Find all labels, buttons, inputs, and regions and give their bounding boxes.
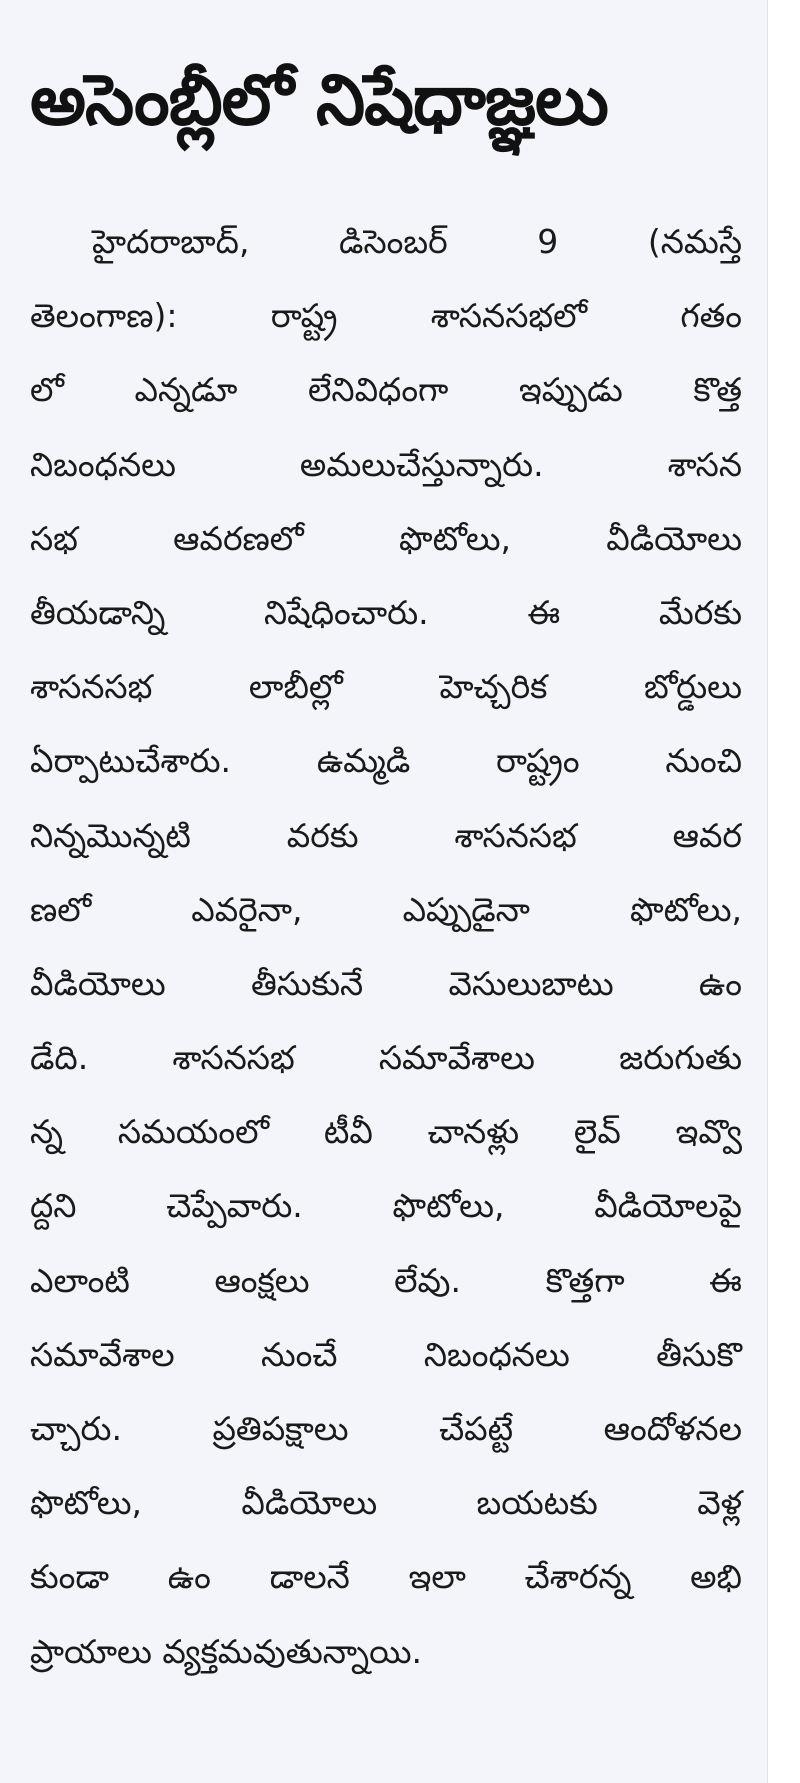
article-body bbox=[30, 205, 742, 1689]
article-line: కుండా ఉం డాలనే ఇలా చేశారన్న అభి bbox=[30, 1557, 742, 1597]
article-line: ఎలాంటి ఆంక్షలు లేవు. కొత్తగా ఈ bbox=[30, 1260, 742, 1300]
article-line: ద్దని చెప్పేవారు. ఫొటోలు, వీడియోలపై bbox=[30, 1186, 742, 1226]
article-line: ప్రాయాలు వ్యక్తమవుతున్నాయి. bbox=[30, 1631, 423, 1671]
article-line: నిన్నమొన్నటి వరకు శాసనసభ ఆవర bbox=[30, 815, 742, 855]
article-line: చ్చారు. ప్రతిపక్షాలు చేపట్టే ఆందోళనల bbox=[30, 1409, 742, 1448]
article-line: లో ఎన్నడూ లేనివిధంగా ఇప్పుడు కొత్త bbox=[30, 370, 742, 410]
article-line: సమావేశాల నుంచే నిబంధనలు తీసుకొ bbox=[30, 1334, 742, 1374]
headline: అసెంబ్లీలో నిషేధాజ్ఞలు bbox=[30, 59, 608, 141]
article-line: శాసనసభ లాబీల్లో హెచ్చరిక బోర్డులు bbox=[30, 667, 742, 707]
article-line: ఏర్పాటుచేశారు. ఉమ్మడి రాష్ట్రం నుంచి bbox=[30, 741, 742, 781]
article-line: నిబంధనలు అమలుచేస్తున్నారు. శాసన bbox=[30, 444, 742, 484]
article-line: న్న సమయంలో టీవీ చానళ్లు లైవ్ ఇవ్వొ bbox=[30, 1112, 742, 1152]
article-line: వీడియోలు తీసుకునే వెసులుబాటు ఉం bbox=[30, 963, 742, 1003]
article-line: డేది. శాసనసభ సమావేశాలు జరుగుతు bbox=[30, 1038, 742, 1078]
article-line: తెలంగాణ): రాష్ట్ర శాసనసభలో గతం bbox=[30, 296, 742, 336]
article-line: ఫొటోలు, వీడియోలు బయటకు వెళ్ల bbox=[30, 1483, 742, 1523]
article-line: తీయడాన్ని నిషేధించారు. ఈ మేరకు bbox=[30, 592, 742, 632]
article-line: సభ ఆవరణలో ఫొటోలు, వీడియోలు bbox=[30, 518, 742, 558]
article-line: ణలో ఎవరైనా, ఎప్పుడైనా ఫొటోలు, bbox=[30, 889, 742, 929]
article-line: హైదరాబాద్, డిసెంబర్ 9 (నమస్తే bbox=[92, 222, 742, 261]
